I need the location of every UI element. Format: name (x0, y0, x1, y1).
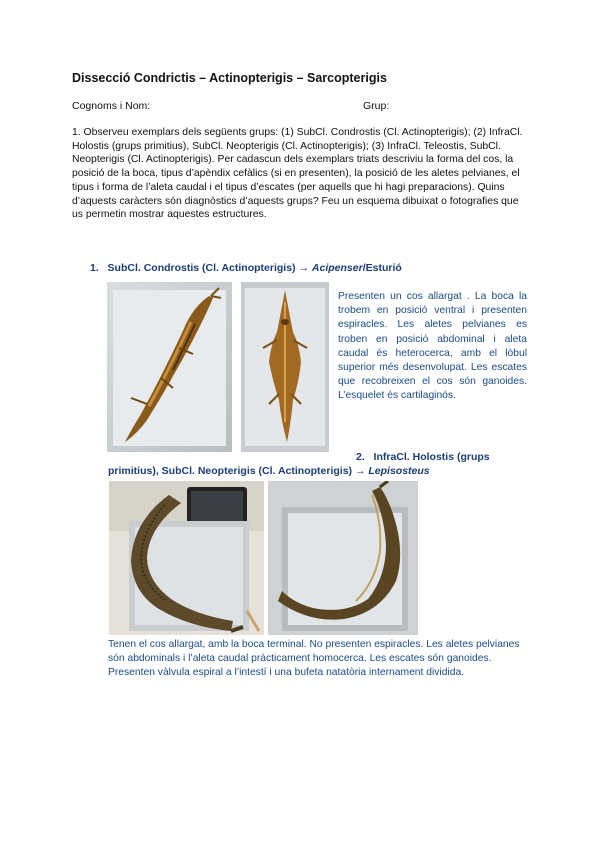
gar-photo-left (109, 481, 264, 635)
section1-genus: Acipenser (311, 262, 363, 274)
gar-photo-right (268, 481, 418, 635)
section1-heading-suffix: /Esturió (362, 262, 402, 274)
section1-heading (90, 262, 402, 274)
section2-heading-line2 (108, 465, 430, 477)
group-label: Grup: (363, 100, 390, 112)
section2-heading-line1 (356, 451, 490, 463)
sturgeon-photo-ventral (241, 282, 329, 452)
section2-genus: Lepisosteus (368, 465, 430, 477)
sturgeon-photo-dorsal (107, 282, 232, 452)
section2-description: Tenen el cos allargat, amb la boca terminal. No presenten espiracles. Les aletes pelvianes són abdominals i l’aleta caudal pràcticament homocerca. Les escates són ganoides. Presenten vàlvula espiral a l’intestí i una bufeta natatòria internament dividida. (108, 639, 520, 679)
section1-heading-prefix: SubCl. Condrostis (Cl. Actinopterigis) → (107, 262, 312, 274)
section2-heading-line1-text: InfraCl. Holostis (grups (373, 451, 490, 463)
section1-description: Presenten un cos allargat . La boca la trobem en posició ventral i presenten espiracles. Les aletes pelvianes es troben en posició abdominal i aleta caudal és heterocerca, amb el lòbul superior més desenvolupat. Les escates que recobreixen el cos són ganoides. L’esquelet és cartilaginós. (338, 291, 527, 402)
section1-number: 1. (90, 262, 99, 274)
section2-heading-line2-text: primitius), SubCl. Neopterigis (Cl. Actinopterigis) → (108, 465, 369, 477)
section2-number: 2. (356, 451, 365, 463)
intro-paragraph: 1. Observeu exemplars dels següents grups: (1) SubCl. Condrostis (Cl. Actinopterigis); (2) InfraCl. Holostis (grups primitius), SubCl. Neopterigis (Cl. Actinopterigis); (3) InfraCl. Teleostis, SubCl. Neopterigis (Cl. Actinopterigis). Per cadascun dels exemplars triats descriviu la forma del cos, la posició de la boca, tipus d’apèndix cefàlics (si en presenten), la posició de les aletes pelvianes, el tipus i forma de l’aleta caudal i el tipus d’escates (per aquells que hi hagi preparacions). Quins d’aquests caràcters són diagnòstics d’aquests grups? Feu un esquema dibuixat o fotografies que us permetin mostrar aquestes estructures. (72, 127, 523, 221)
name-label: Cognoms i Nom: (72, 100, 151, 112)
document-title: Dissecció Condrictis – Actinopterigis – Sarcopterigis (72, 71, 387, 85)
